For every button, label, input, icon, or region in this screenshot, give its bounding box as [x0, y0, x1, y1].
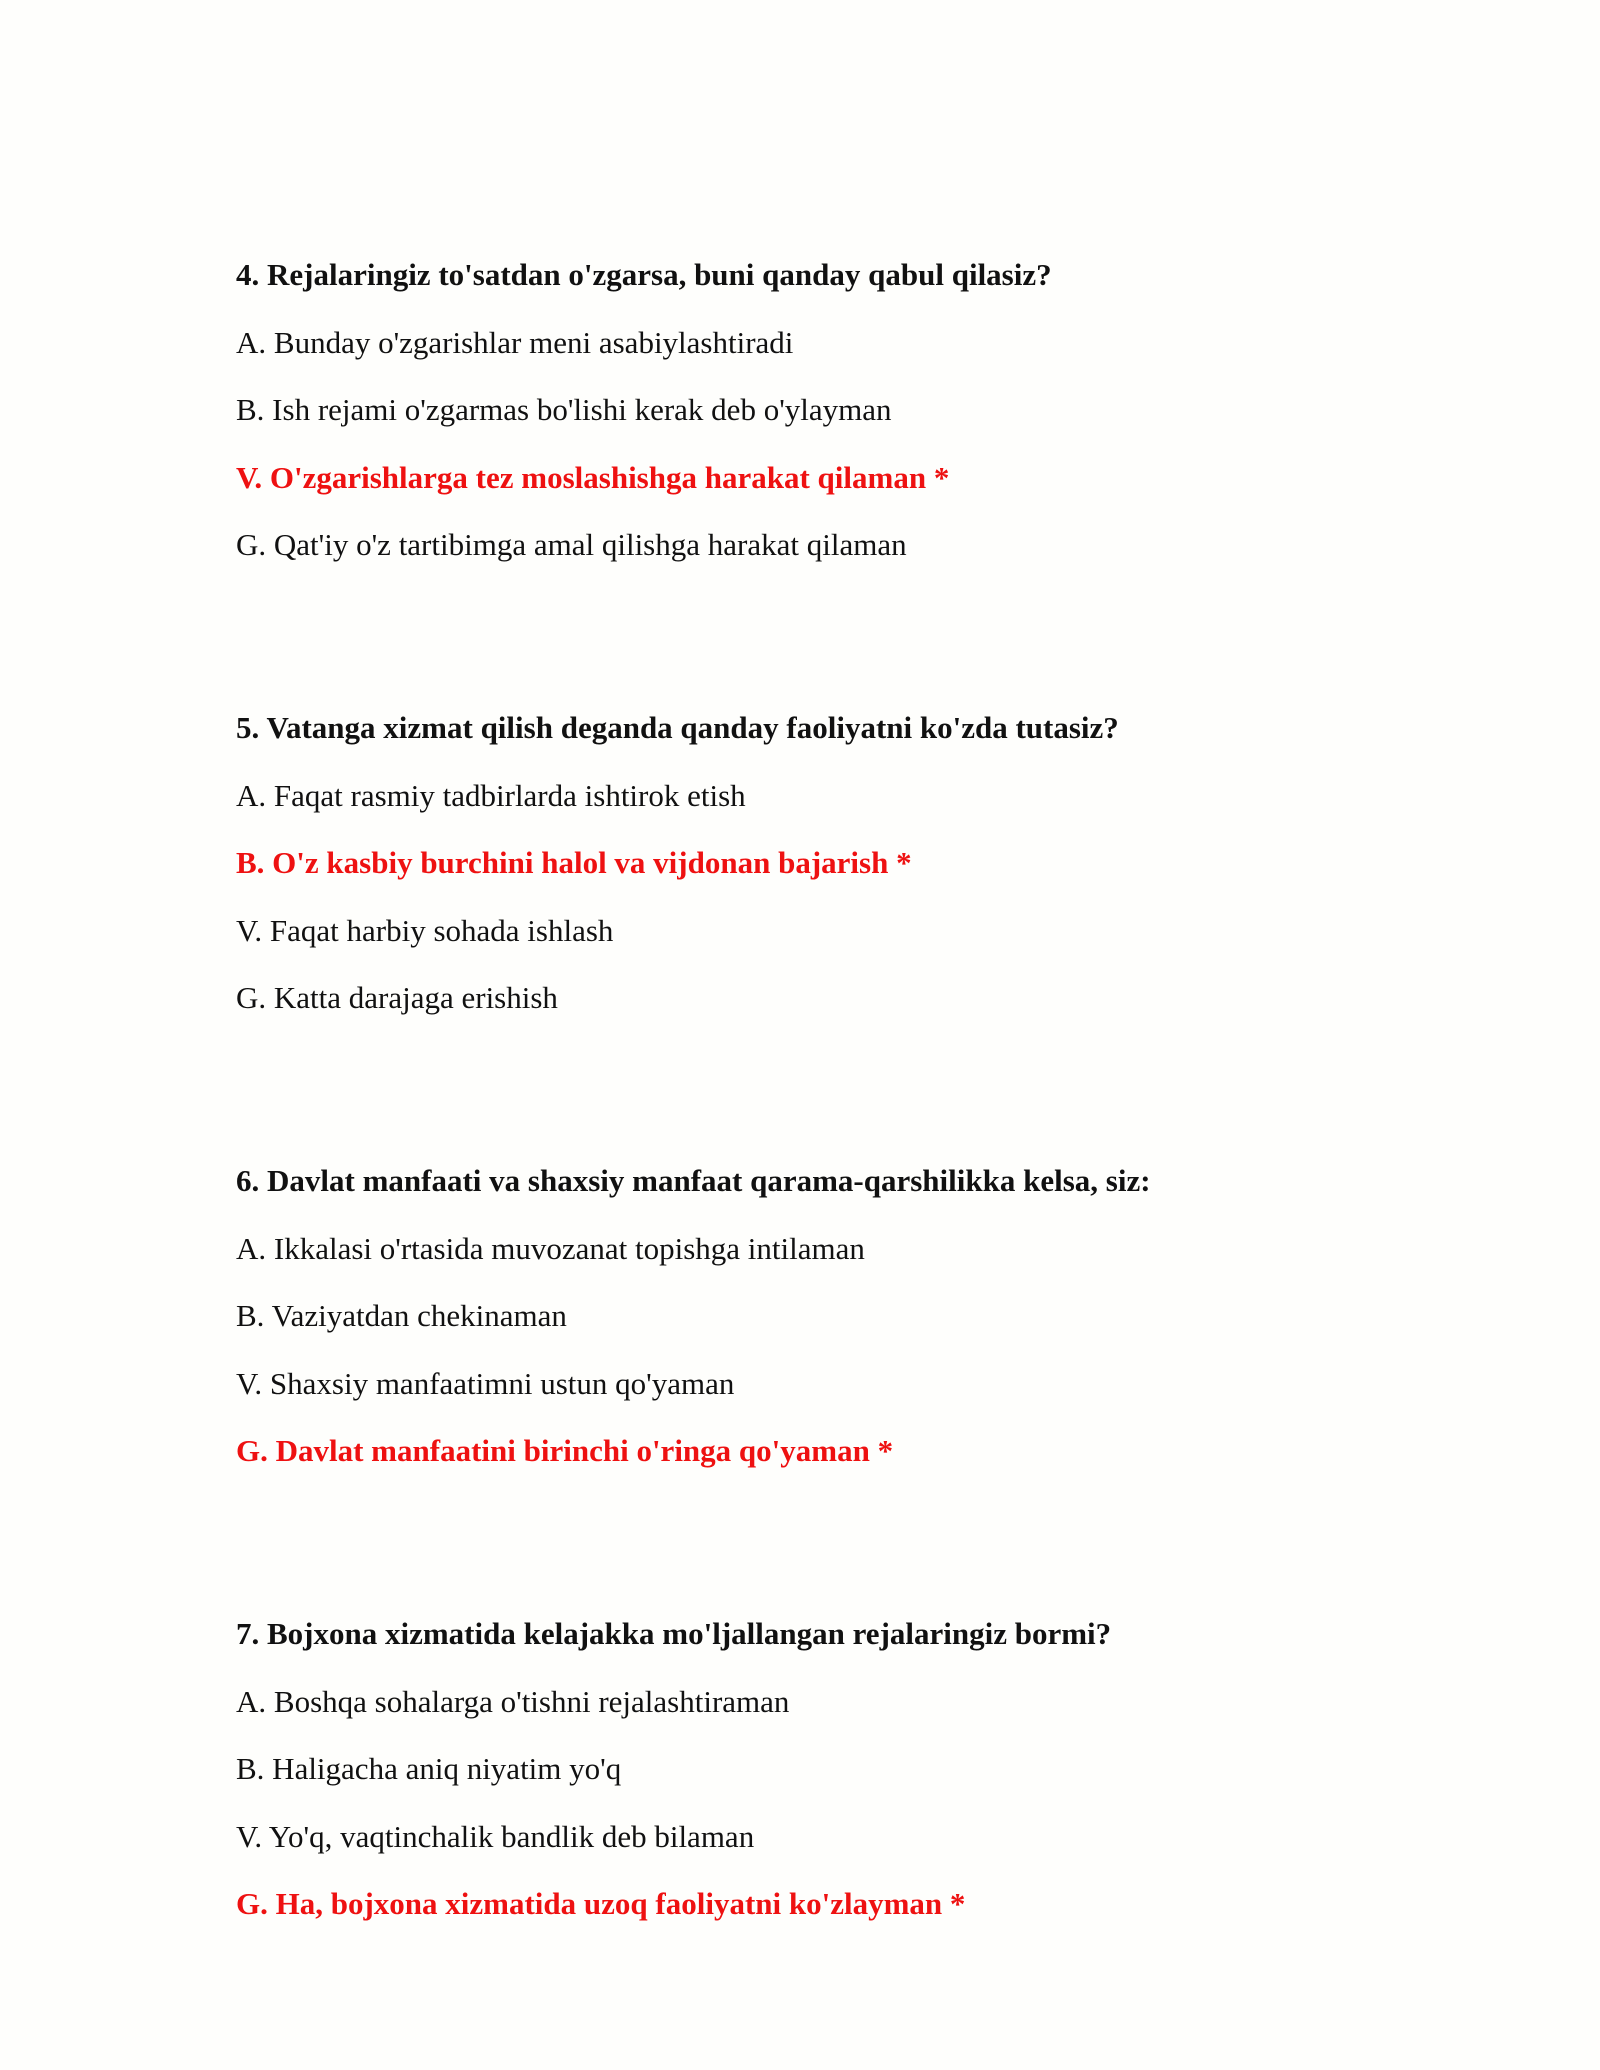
option-b-correct: B. O'z kasbiy burchini halol va vijdonan bajarish *: [236, 845, 912, 880]
option-b: B. Vaziyatdan chekinaman: [236, 1298, 567, 1333]
option-a: A. Boshqa sohalarga o'tishni rejalashtiraman: [236, 1683, 790, 1719]
option-g: G. Katta darajaga erishish: [236, 980, 558, 1015]
option-v: V. Shaxsiy manfaatimni ustun qo'yaman: [236, 1365, 735, 1401]
question-block-7: [236, 1609, 1486, 1929]
option-a: A. Faqat rasmiy tadbirlarda ishtirok etish: [236, 777, 746, 813]
question-title: 4. Rejalaringiz to'satdan o'zgarsa, buni qanday qabul qilasiz?: [236, 257, 1052, 292]
option-a: A. Ikkalasi o'rtasida muvozanat topishga intilaman: [236, 1230, 865, 1266]
option-v: V. Yo'q, vaqtinchalik bandlik deb bilaman: [236, 1818, 755, 1854]
option-b: B. Ish rejami o'zgarmas bo'lishi kerak deb o'ylayman: [236, 392, 892, 427]
option-g: G. Qat'iy o'z tartibimga amal qilishga harakat qilaman: [236, 527, 907, 562]
document-page: [236, 250, 1486, 1929]
question-block-5: [236, 703, 1486, 1023]
question-block-4: [236, 250, 1486, 570]
option-v: V. Faqat harbiy sohada ishlash: [236, 912, 614, 948]
question-title: 5. Vatanga xizmat qilish deganda qanday faoliyatni ko'zda tutasiz?: [236, 710, 1119, 745]
option-g-correct: G. Ha, bojxona xizmatida uzoq faoliyatni ko'zlayman *: [236, 1886, 966, 1921]
option-g-correct: G. Davlat manfaatini birinchi o'ringa qo'yaman *: [236, 1433, 894, 1468]
option-b: B. Haligacha aniq niyatim yo'q: [236, 1751, 622, 1786]
question-title: 7. Bojxona xizmatida kelajakka mo'ljallangan rejalaringiz bormi?: [236, 1616, 1112, 1651]
question-title: 6. Davlat manfaati va shaxsiy manfaat qarama-qarshilikka kelsa, siz:: [236, 1163, 1151, 1198]
option-v-correct: V. O'zgarishlarga tez moslashishga harakat qilaman *: [236, 459, 950, 495]
option-a: A. Bunday o'zgarishlar meni asabiylashtiradi: [236, 324, 794, 360]
question-block-6: [236, 1156, 1486, 1476]
